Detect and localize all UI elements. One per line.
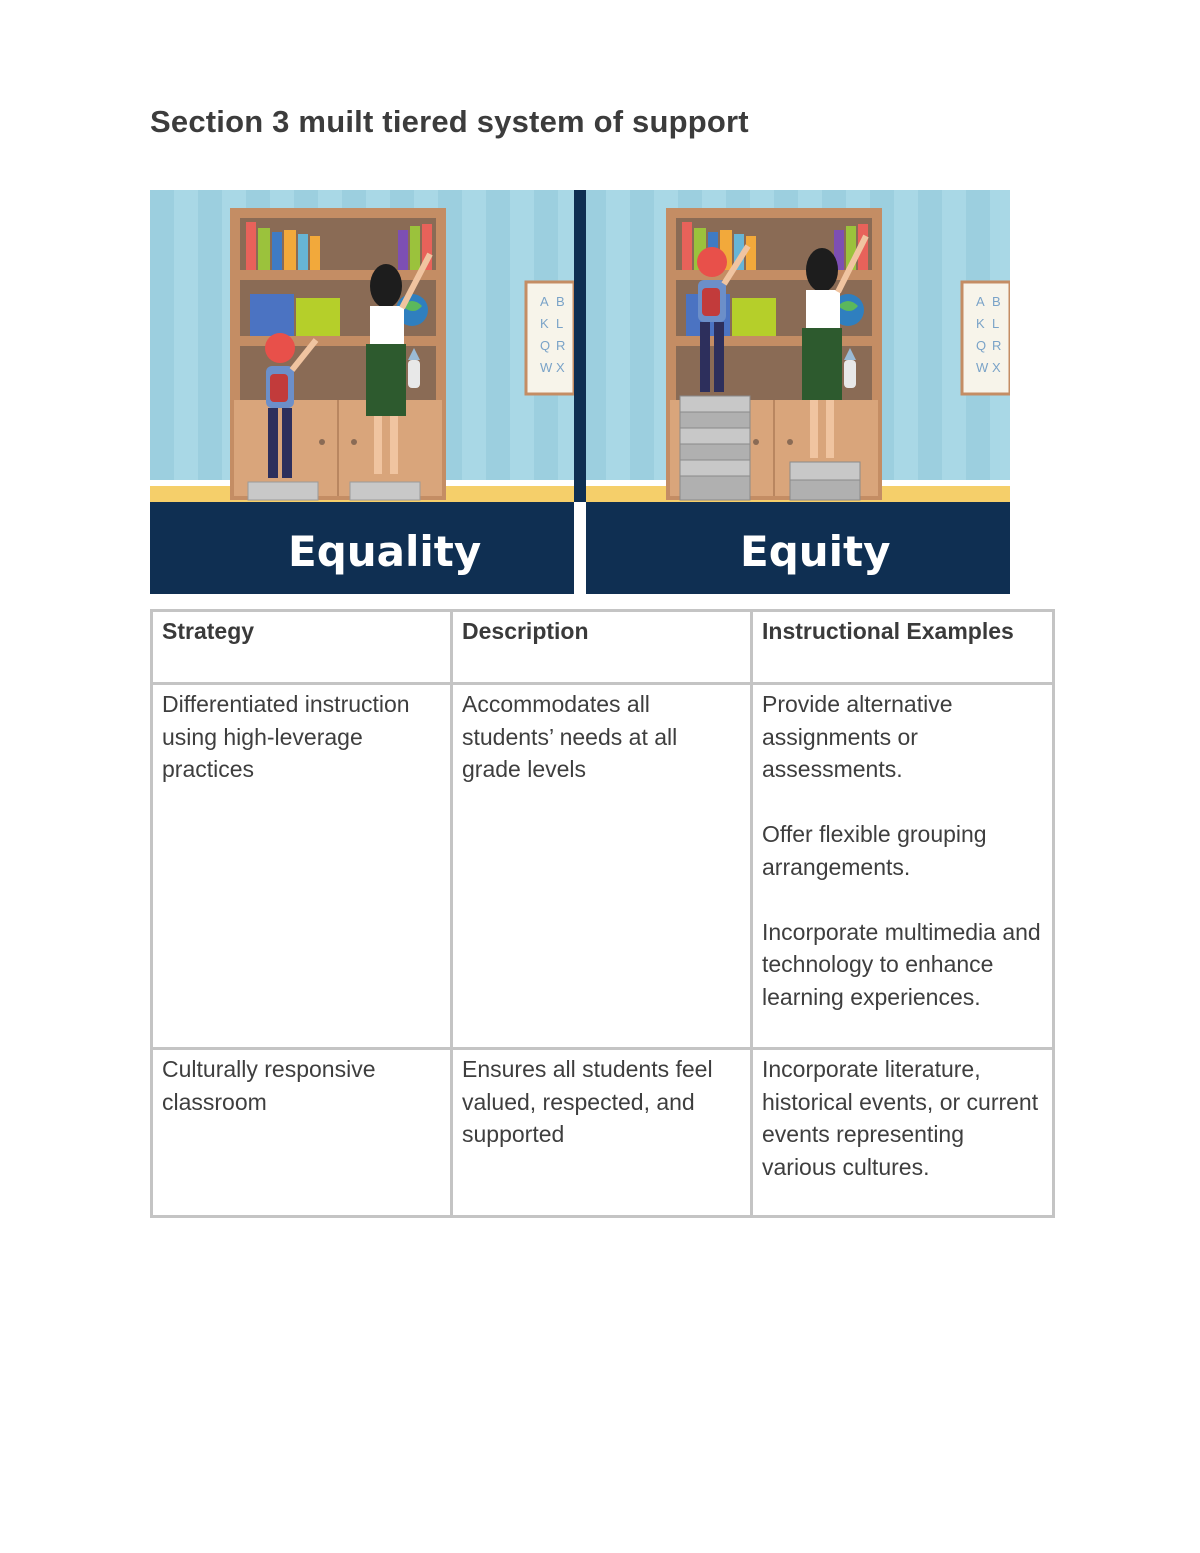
equality-caption: Equality bbox=[288, 527, 482, 576]
svg-text:R: R bbox=[992, 338, 1002, 353]
svg-text:W: W bbox=[976, 360, 989, 375]
equality-panel bbox=[150, 190, 574, 594]
svg-text:Q: Q bbox=[976, 338, 987, 353]
description-cell: Accommodates all students’ needs at all grade levels bbox=[452, 684, 752, 1049]
equity-panel bbox=[586, 190, 1010, 594]
svg-text:A: A bbox=[540, 294, 549, 309]
table-header-row bbox=[152, 611, 1054, 684]
page-title: Section 3 muilt tiered system of support bbox=[150, 104, 749, 139]
equality-equity-illustration bbox=[150, 190, 1010, 594]
table-row bbox=[152, 684, 1054, 1049]
svg-text:A: A bbox=[976, 294, 985, 309]
svg-text:Q: Q bbox=[540, 338, 551, 353]
svg-text:B: B bbox=[556, 294, 565, 309]
strategy-cell: Culturally responsive classroom bbox=[152, 1049, 452, 1217]
header-description: Description bbox=[452, 611, 752, 684]
example-item: Provide alternative assignments or assessments. bbox=[762, 691, 953, 782]
panel-divider bbox=[574, 190, 586, 502]
table-row bbox=[152, 1049, 1054, 1217]
svg-text:X: X bbox=[992, 360, 1001, 375]
examples-cell bbox=[752, 1049, 1054, 1217]
equity-caption: Equity bbox=[740, 527, 891, 576]
svg-text:X: X bbox=[556, 360, 565, 375]
examples-cell bbox=[752, 684, 1054, 1049]
svg-text:K: K bbox=[540, 316, 549, 331]
strategy-table bbox=[150, 609, 1055, 1218]
svg-text:W: W bbox=[540, 360, 553, 375]
example-item: Incorporate literature, historical events, or current events representing various cultures. bbox=[762, 1056, 1039, 1180]
svg-text:L: L bbox=[556, 316, 564, 331]
svg-text:K: K bbox=[976, 316, 985, 331]
strategy-cell: Differentiated instruction using high-leverage practices bbox=[152, 684, 452, 1049]
description-cell: Ensures all students feel valued, respected, and supported bbox=[452, 1049, 752, 1217]
example-item: Incorporate multimedia and technology to enhance learning experiences. bbox=[762, 918, 1041, 1010]
header-strategy: Strategy bbox=[152, 611, 452, 684]
example-item: Offer flexible grouping arrangements. bbox=[762, 821, 987, 880]
svg-text:L: L bbox=[992, 316, 1000, 331]
svg-text:B: B bbox=[992, 294, 1001, 309]
svg-text:R: R bbox=[556, 338, 566, 353]
header-instructional-examples: Instructional Examples bbox=[752, 611, 1054, 684]
